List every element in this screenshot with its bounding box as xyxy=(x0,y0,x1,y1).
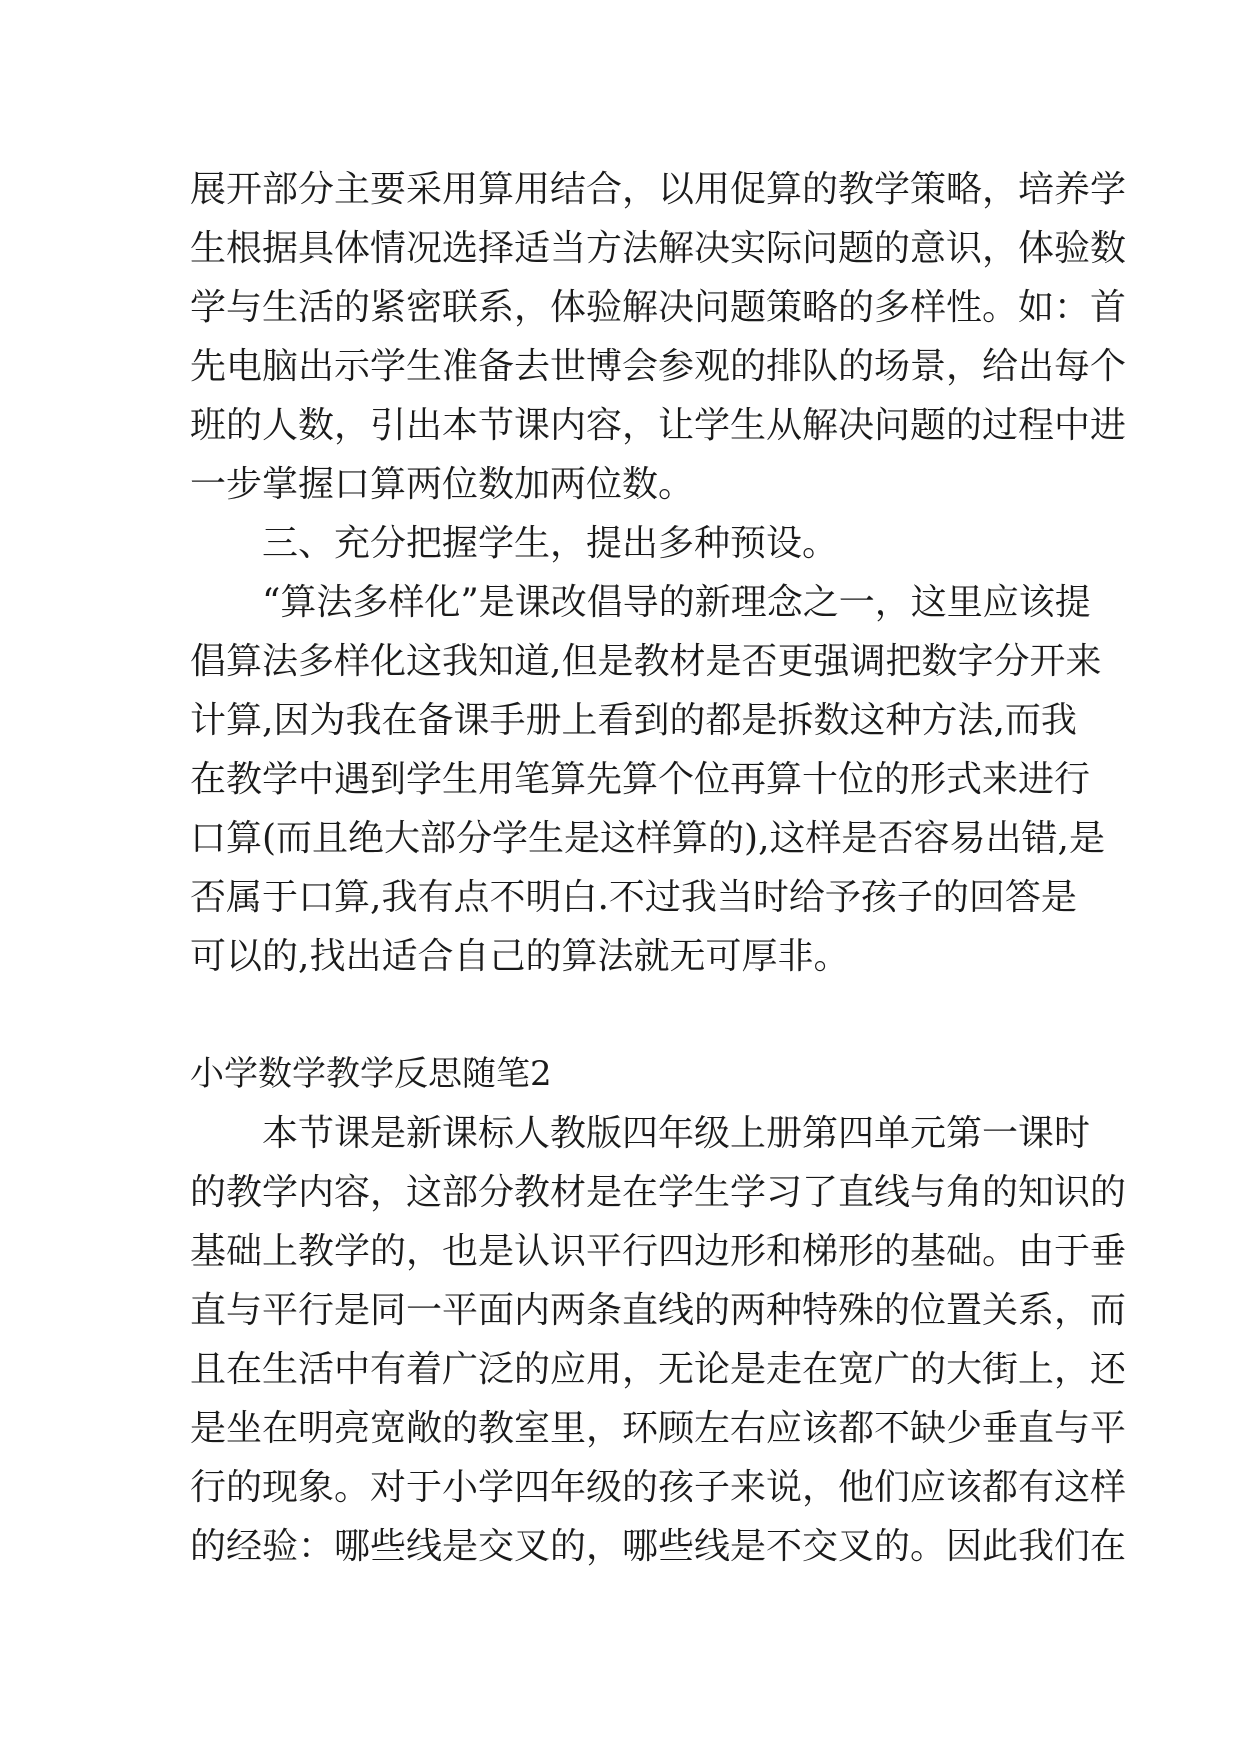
text-line: 行的现象。对于小学四年级的孩子来说，他们应该都有这样 xyxy=(190,1467,1127,1508)
text-line: “算法多样化”是课改倡导的新理念之一，这里应该提 xyxy=(262,582,1091,623)
text-line: 计算,因为我在备课手册上看到的都是拆数这种方法,而我 xyxy=(190,700,1077,741)
text-line: 倡算法多样化这我知道,但是教材是否更强调把数字分开来 xyxy=(190,641,1102,682)
paragraph-lesson-intro xyxy=(190,1104,1127,1576)
text-line: 先电脑出示学生准备去世博会参观的排队的场景，给出每个 xyxy=(190,346,1127,387)
text-line: 在教学中遇到学生用笔算先算个位再算十位的形式来进行 xyxy=(190,759,1091,800)
paragraph-strategy xyxy=(190,160,1127,514)
text-line: 学与生活的紧密联系，体验解决问题策略的多样性。如：首 xyxy=(190,287,1127,328)
text-line: 一步掌握口算两位数加两位数。 xyxy=(190,464,695,505)
text-line: 否属于口算,我有点不明白.不过我当时给予孩子的回答是 xyxy=(190,877,1077,918)
paragraph-gap xyxy=(190,986,1050,1045)
document-page xyxy=(190,160,1127,1576)
section-heading: 三、充分把握学生，提出多种预设。 xyxy=(262,523,839,564)
text-line: 可以的,找出适合自己的算法就无可厚非。 xyxy=(190,936,850,977)
text-line: 班的人数，引出本节课内容，让学生从解决问题的过程中进 xyxy=(190,405,1127,446)
text-line: 的教学内容，这部分教材是在学生学习了直线与角的知识的 xyxy=(190,1172,1127,1213)
article-title: 小学数学教学反思随笔2 xyxy=(190,1054,552,1094)
paragraph-algorithm-diversity xyxy=(190,573,1105,986)
text-line: 本节课是新课标人教版四年级上册第四单元第一课时 xyxy=(262,1113,1091,1154)
text-line: 基础上教学的，也是认识平行四边形和梯形的基础。由于垂 xyxy=(190,1231,1127,1272)
text-line: 直与平行是同一平面内两条直线的两种特殊的位置关系，而 xyxy=(190,1290,1127,1331)
text-line: 且在生活中有着广泛的应用，无论是走在宽广的大街上，还 xyxy=(190,1349,1127,1390)
text-line: 是坐在明亮宽敞的教室里，环顾左右应该都不缺少垂直与平 xyxy=(190,1408,1127,1449)
text-line: 展开部分主要采用算用结合，以用促算的教学策略，培养学 xyxy=(190,169,1127,210)
text-line: 口算(而且绝大部分学生是这样算的),这样是否容易出错,是 xyxy=(190,818,1105,859)
text-line: 生根据具体情况选择适当方法解决实际问题的意识，体验数 xyxy=(190,228,1127,269)
text-line: 的经验：哪些线是交叉的，哪些线是不交叉的。因此我们在 xyxy=(190,1526,1127,1567)
